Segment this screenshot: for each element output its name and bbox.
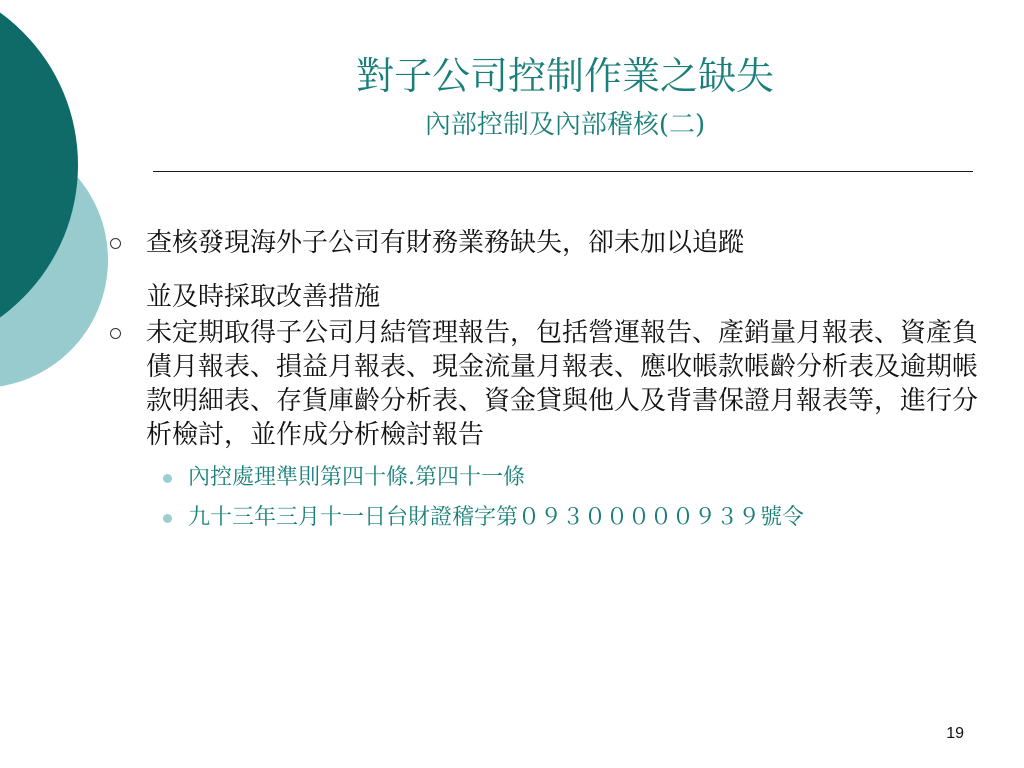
title-divider — [153, 171, 973, 172]
dot-bullet-icon — [163, 514, 172, 523]
bullet-2-text: 未定期取得子公司月結管理報告，包括營運報告、產銷量月報表、資產負債月報表、損益月報表、現金流量月報表、應收帳款帳齡分析表及逾期帳款明細表、存貨庫齡分析表、資金貸與他人及背書保證月報表等，進行分析檢討，並作成分析檢討報告 — [146, 318, 979, 450]
slide-subtitle: 內部控制及內部稽核(二) — [424, 110, 706, 140]
page-number: 19 — [946, 725, 964, 742]
dot-bullet-icon — [163, 474, 172, 483]
sub-bullet-item-1 — [188, 462, 948, 494]
slide-title: 對子公司控制作業之缺失 — [355, 54, 774, 98]
bullet-item-1 — [104, 226, 984, 314]
hollow-bullet-icon — [110, 238, 121, 249]
sub-bullet-item-2 — [188, 502, 948, 534]
slide-content — [104, 226, 984, 534]
bullet-1-line-1: 查核發現海外子公司有財務業務缺失，卻未加以追蹤 — [146, 228, 745, 258]
hollow-bullet-icon — [110, 328, 121, 339]
decor-dark-circle — [0, 0, 78, 353]
bullet-item-2 — [104, 316, 984, 452]
sub-bullet-1-text: 內控處理準則第四十條.第四十一條 — [188, 465, 525, 490]
bullet-1-line-2: 並及時採取改善措施 — [146, 282, 381, 312]
sub-bullet-list — [104, 462, 984, 534]
sub-bullet-2-text: 九十三年三月十一日台財證稽字第０９３０００００９３９號令 — [188, 505, 805, 530]
decor-light-circle — [0, 132, 108, 388]
